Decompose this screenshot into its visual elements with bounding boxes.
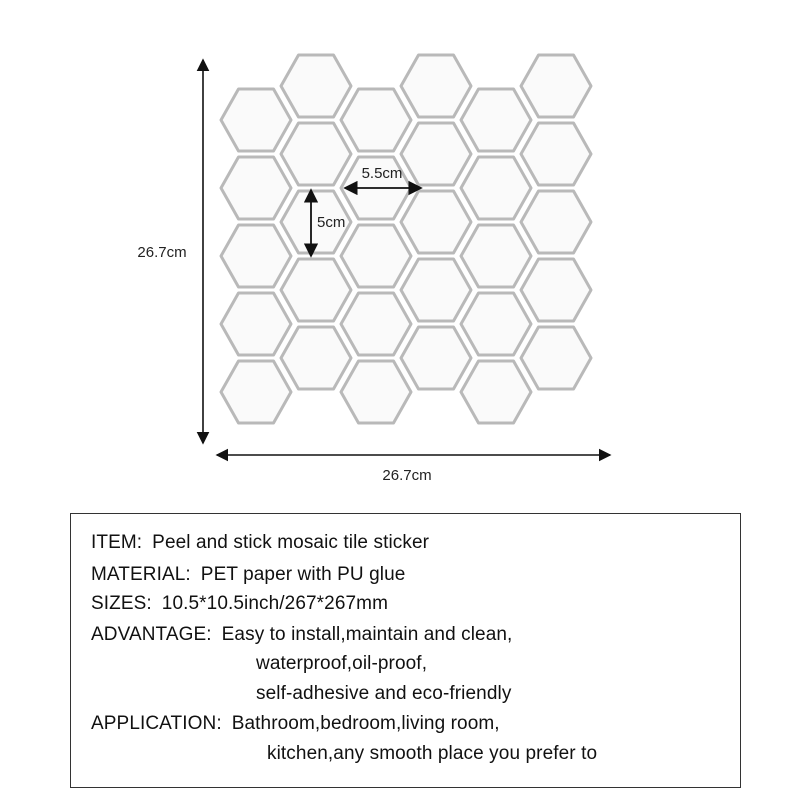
hexagon-tile — [401, 123, 471, 185]
hexagon-tile — [461, 157, 531, 219]
hexagon-tile — [281, 123, 351, 185]
hexagon-tile — [461, 361, 531, 423]
hexagon-tile — [461, 225, 531, 287]
hexagon-tile — [401, 327, 471, 389]
hexagon-tile — [341, 225, 411, 287]
hexagon-tile — [221, 89, 291, 151]
hexagon-tile — [461, 293, 531, 355]
spec-item-row — [91, 531, 429, 555]
hexagon-tile — [341, 89, 411, 151]
spec-advantage-line: waterproof,oil-proof, — [256, 653, 428, 674]
spec-advantage-line: self-adhesive and eco-friendly — [256, 683, 512, 704]
spec-sizes-row — [91, 592, 388, 616]
hexagon-tile — [521, 123, 591, 185]
spec-application-line: Bathroom,bedroom,living room, — [231, 713, 500, 734]
hexagon-tile — [521, 55, 591, 117]
spec-material-row — [91, 563, 405, 587]
hexagon-tile — [521, 259, 591, 321]
width-dimension-label: 26.7cm — [382, 467, 432, 484]
spec-application-label: APPLICATION: — [91, 713, 222, 734]
hexagon-tile — [221, 293, 291, 355]
spec-item-value: Peel and stick mosaic tile sticker — [152, 532, 430, 553]
hexagon-tile — [221, 157, 291, 219]
spec-application-row — [91, 712, 500, 736]
hexagon-tile — [221, 225, 291, 287]
spec-sizes-value: 10.5*10.5inch/267*267mm — [161, 593, 389, 614]
spec-material-value: PET paper with PU glue — [200, 564, 406, 585]
hexagon-tile — [341, 361, 411, 423]
hexagon-tile — [401, 259, 471, 321]
hexagon-tile — [521, 191, 591, 253]
hexagon-tile — [401, 55, 471, 117]
hexagon-tile — [521, 327, 591, 389]
hexagon-tile — [341, 293, 411, 355]
spec-sizes-label: SIZES: — [91, 593, 152, 614]
spec-item-label: ITEM: — [91, 532, 143, 553]
spec-advantage-label: ADVANTAGE: — [91, 624, 212, 645]
spec-material-label: MATERIAL: — [91, 564, 191, 585]
hexagon-tile — [281, 259, 351, 321]
height-dimension-label: 26.7cm — [137, 244, 187, 261]
hexagon-tile — [281, 55, 351, 117]
spec-advantage-line: Easy to install,maintain and clean, — [221, 624, 513, 645]
hexagon-tile-sheet — [221, 55, 591, 423]
tile-height-label: 5cm — [317, 214, 346, 231]
hexagon-tile — [221, 361, 291, 423]
hexagon-tile — [281, 327, 351, 389]
hexagon-tile — [461, 89, 531, 151]
spec-advantage-row — [91, 623, 512, 647]
product-spec-box — [70, 513, 741, 788]
spec-application-line: kitchen,any smooth place you prefer to — [267, 743, 598, 764]
hexagon-tile — [401, 191, 471, 253]
tile-width-label: 5.5cm — [361, 165, 403, 182]
